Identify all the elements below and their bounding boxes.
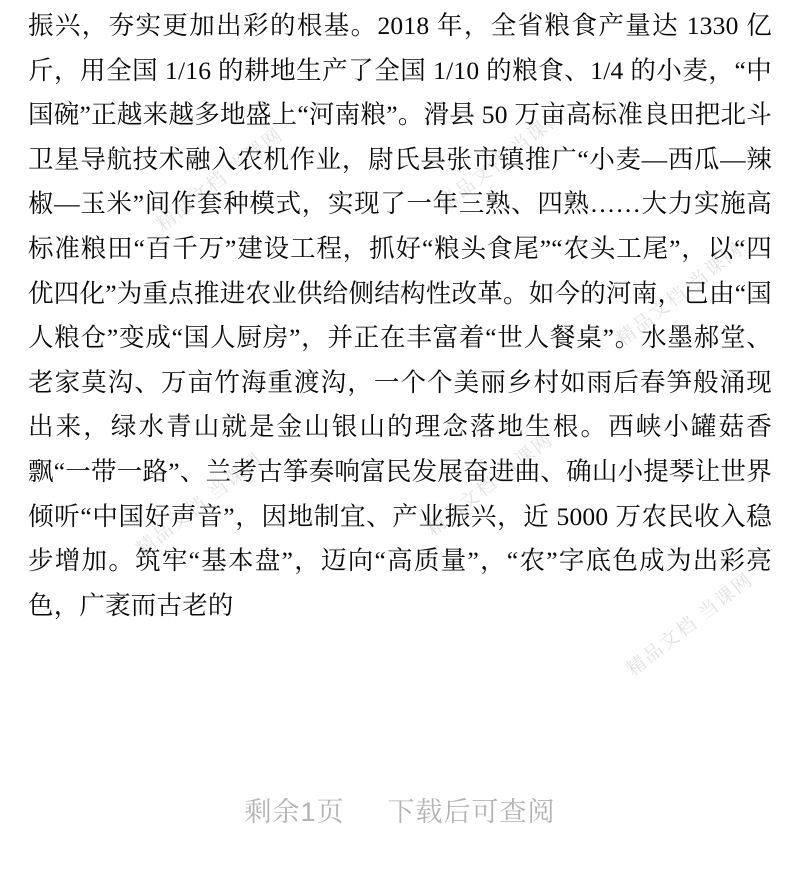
- download-hint-label: 下载后可查阅: [387, 797, 556, 827]
- document-text-block: [28, 0, 772, 628]
- watermark-text: 精品文档 当课网: [613, 238, 748, 351]
- watermark-text: 精品文档 当课网: [623, 568, 758, 681]
- download-notice: [0, 790, 800, 829]
- watermark-text: 精品文档 当课网: [423, 428, 558, 541]
- body-paragraph: 振兴，夯实更加出彩的根基。2018 年，全省粮食产量达 1330 亿斤，用全国 1/16 的耕地生产了全国 1/10 的粮食、1/4 的小麦，“中国碗”正越来越多地盛上“河南粮”。滑县 50 万亩高标准良田把北斗卫星导航技术融入农机作业，尉氏县张市镇推广“小麦—西瓜—辣椒—玉米”间作套种模式，实现了一年三熟、四熟……大力实施高标准粮田“百千万”建设工程，抓好“粮头食尾”“农头工尾”，以“四优四化”为重点推进农业供给侧结构性改革。如今的河南，已由“国人粮仓”变成“国人厨房”，并正在丰富着“世人餐桌”。水墨郝堂、老家莫沟、万亩竹海重渡沟，一个个美丽乡村如雨后春笋般涌现出来，绿水青山就是金山银山的理念落地生根。西峡小罐菇香飘“一带一路”、兰考古筝奏响富民发展奋进曲、确山小提琴让世界倾听“中国好声音”，因地制宜、产业振兴，近 5000 万农民收入稳步增加。筑牢“基本盘”，迈向“高质量”，“农”字底色成为出彩亮色，广袤而古老的: [28, 11, 772, 620]
- watermark-text: 精品文档 当课网: [435, 103, 570, 216]
- watermark-text: 精品文档 当课网: [133, 448, 268, 561]
- remaining-pages-label: 剩余1页: [244, 797, 345, 827]
- watermark-text: 精品文档 当课网: [153, 123, 288, 236]
